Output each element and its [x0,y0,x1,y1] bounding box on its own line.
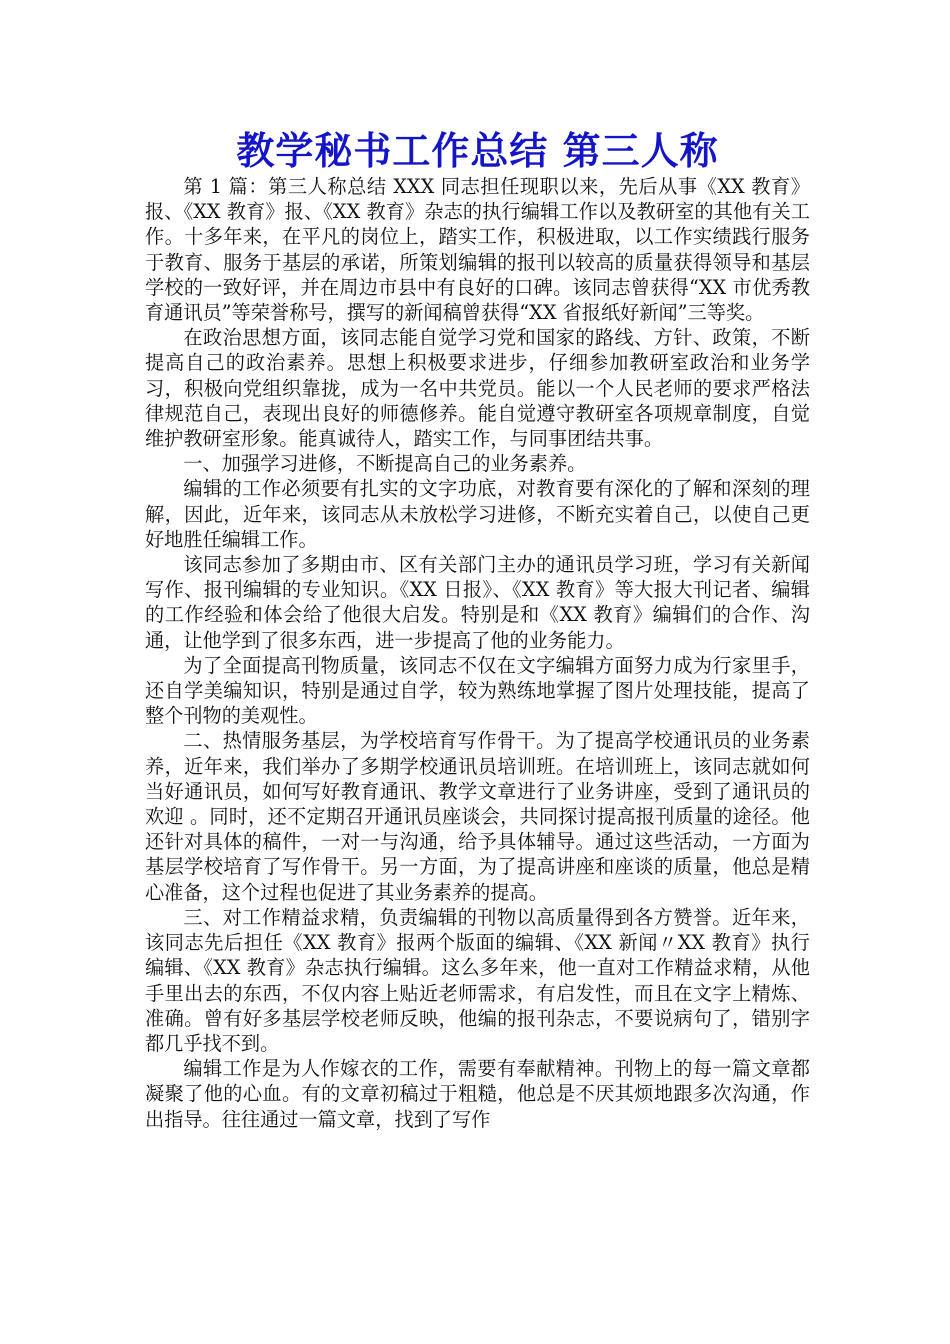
paragraph-2: 在政治思想方面，该同志能自觉学习党和国家的路线、方针、政策，不断提高自己的政治素养。思想上积极要求进步，仔细参加教研室政治和业务学习，积极向党组织靠拢，成为一名中共党员。能以一个人民老师的要求严格法律规范自己，表现出良好的师德修养。能自觉遵守教研室各项规章制度，自觉维护教研室形象。能真诚待人，踏实工作，与同事团结共事。 [145,326,810,451]
section-heading-1: 一、加强学习进修，不断提高自己的业务素养。 [183,452,587,476]
paragraph-6: 二、热情服务基层，为学校培育写作骨干。为了提高学校通讯员的业务素养，近年来，我们举办了多期学校通讯员培训班。在培训班上，该同志就如何当好通讯员，如何写好教育通讯、教学文章进行了业务讲座，受到了通讯员的欢迎 。同时，还不定期召开通讯员座谈会，共同探讨提高报刊质量的途径。他还针对具体的稿件，一对一与沟通，给予具体辅导。通过这些活动，一方面为基层学校培育了写作骨干。另一方面，为了提高讲座和座谈的质量，他总是精心准备，这个过程也促进了其业务素养的提高。 [145,729,810,904]
paragraph-3: 编辑的工作必须要有扎实的文字功底，对教育要有深化的了解和深刻的理解，因此，近年来，该同志从未放松学习进修，不断充实着自己，以使自己更好地胜任编辑工作。 [145,477,810,551]
paragraph-1: 第 1 篇：第三人称总结 XXX 同志担任现职以来，先后从事《XX 教育》报、《XX 教育》报、《XX 教育》杂志的执行编辑工作以及教研室的其他有关工作。十多年来，在平凡的岗位上，踏实工作，积极进取，以工作实绩践行服务于教育、服务于基层的承诺，所策划编辑的报刊以较高的质量获得领导和基层学校的一致好评，并在周边市县中有良好的口碑。该同志曾获得“XX 市优秀教育通讯员”等荣誉称号，撰写的新闻稿曾获得“XX 省报纸好新闻”三等奖。 [145,175,810,325]
paragraph-8: 编辑工作是为人作嫁衣的工作，需要有奉献精神。刊物上的每一篇文章都凝聚了他的心血。有的文章初稿过于粗糙，他总是不厌其烦地跟多次沟通，作出指导。往往通过一篇文章，找到了写作 [145,1057,810,1131]
document-title: 教学秘书工作总结 第三人称 [236,128,719,173]
paragraph-7: 三、对工作精益求精，负责编辑的刊物以高质量得到各方赞誉。近年来，该同志先后担任《XX 教育》报两个版面的编辑、《XX 新闻〃XX 教育》执行编辑、《XX 教育》杂志执行编辑。这么多年来，他一直对工作精益求精，从他手里出去的东西，不仅内容上贴近老师需求，有启发性，而且在文字上精炼、准确。曾有好多基层学校老师反映，他编的报刊杂志，不要说病句了，错别字都几乎找不到。 [145,905,810,1055]
document-page [145,128,810,1132]
paragraph-4: 该同志参加了多期由市、区有关部门主办的通讯员学习班，学习有关新闻写作、报刊编辑的专业知识。《XX 日报》、《XX 教育》等大报大刊记者、编辑的工作经验和体会给了他很大启发。特别是和《XX 教育》编辑们的合作、沟通，让他学到了很多东西，进一步提高了他的业务能力。 [145,553,810,652]
paragraph-5: 为了全面提高刊物质量，该同志不仅在文字编辑方面努力成为行家里手，还自学美编知识，特别是通过自学，较为熟练地掌握了图片处理技能，提高了整个刊物的美观性。 [145,653,810,728]
